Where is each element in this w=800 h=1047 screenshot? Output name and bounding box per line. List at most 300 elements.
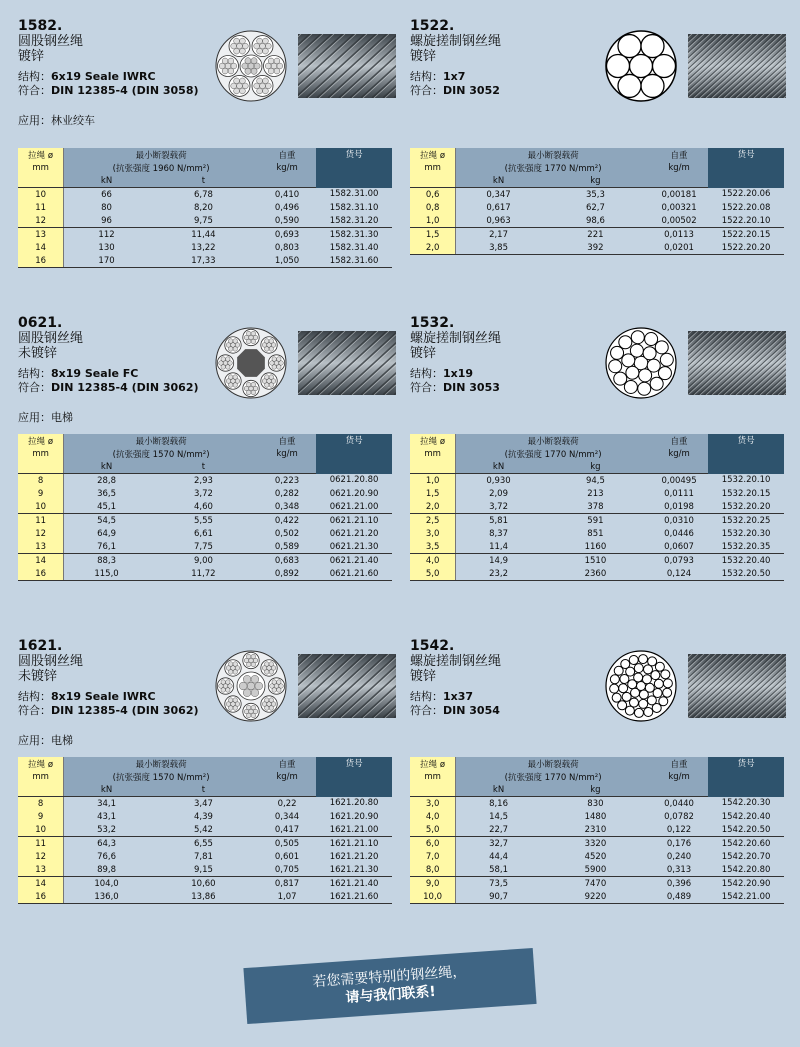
norm-value: DIN 3053 — [443, 381, 500, 394]
header-weight-unit: kg/m — [650, 770, 708, 783]
rope-cross-section-icon — [605, 650, 677, 722]
product-finish: 镀锌 — [18, 49, 45, 64]
structure-label: 结构： — [410, 367, 443, 380]
table-row — [410, 527, 784, 540]
core-wire — [251, 58, 257, 64]
cell-weight: 0,590 — [258, 214, 316, 228]
cell-load-kn: 43,1 — [97, 811, 116, 822]
header-unit-kn: kN — [64, 174, 149, 188]
rope-photo — [298, 34, 396, 98]
wire — [638, 382, 651, 395]
header-mm: mm — [410, 447, 456, 460]
strand-wire — [234, 38, 240, 44]
wire — [661, 670, 670, 679]
strand-wire — [265, 83, 271, 89]
norm-value: DIN 3052 — [443, 84, 500, 97]
cell-weight: 0,122 — [650, 823, 708, 837]
cell-weight: 0,396 — [666, 878, 692, 889]
wire — [658, 367, 671, 380]
cell-load-2: 4520 — [584, 851, 607, 862]
table-row — [18, 877, 392, 891]
header-weight: 自重 — [258, 757, 316, 770]
spec-table — [18, 757, 392, 904]
product-code: 0621. — [18, 315, 63, 331]
strand-wire — [240, 48, 246, 54]
strand-wire — [257, 48, 263, 54]
header-weight-unit: kg/m — [650, 161, 708, 174]
cell-weight: 0,589 — [258, 540, 316, 554]
cell-load-kn: 3,85 — [456, 241, 541, 255]
cell-load-kn: 28,8 — [97, 475, 116, 486]
product-code: 1621. — [18, 638, 63, 654]
cell-load-kn: 64,3 — [97, 838, 116, 849]
strand-wire — [260, 83, 266, 89]
cell-weight: 0,489 — [650, 890, 708, 904]
strand-wire — [269, 706, 274, 711]
table-row — [18, 823, 392, 837]
cell-diameter: 12 — [18, 214, 64, 228]
cell-diameter: 12 — [18, 527, 64, 540]
header-diameter: 拉绳 ø — [410, 757, 456, 770]
table-row — [410, 554, 784, 568]
strand-wire — [263, 48, 269, 54]
core-wire — [247, 682, 255, 690]
cell-load-2: 62,7 — [585, 202, 605, 213]
strand-wire — [264, 698, 269, 703]
rope-cross-section-icon — [215, 30, 287, 102]
core-wire — [251, 675, 259, 683]
wire — [626, 366, 639, 379]
cell-article: 1621.20.80 — [329, 798, 379, 809]
table-row — [18, 514, 392, 528]
wire — [639, 369, 652, 382]
structure-value: 8x19 Seale IWRC — [51, 690, 156, 703]
cell-article: 1542.20.40 — [721, 811, 771, 822]
table-row — [18, 540, 392, 554]
fibre-core — [237, 349, 265, 377]
strand-wire — [268, 68, 274, 74]
wire — [663, 688, 672, 697]
wire — [645, 333, 658, 346]
header-tensile-strength: (抗张强度 1770 N/mm²) — [456, 447, 650, 460]
strand-wire — [264, 375, 269, 380]
cell-load-kn: 22,7 — [456, 823, 541, 837]
rope-cross-section-icon — [215, 650, 287, 722]
cell-weight: 0,410 — [274, 189, 300, 200]
cell-load-2: 11,72 — [149, 567, 258, 581]
structure-value: 1x37 — [443, 690, 474, 703]
header-unit-2: t — [149, 174, 258, 188]
cell-diameter: 16 — [18, 254, 64, 268]
cell-diameter: 12 — [18, 850, 64, 863]
core-wire — [242, 63, 248, 69]
strand-wire — [228, 339, 233, 344]
strand-wire — [240, 38, 246, 44]
table-row — [18, 527, 392, 540]
norm-value: DIN 12385-4 (DIN 3062) — [51, 381, 199, 394]
strand-wire — [233, 339, 238, 344]
header-unit-2: kg — [541, 174, 650, 188]
cell-weight: 0,0111 — [664, 488, 694, 499]
cell-load-kn: 80 — [101, 202, 112, 213]
table-row — [18, 810, 392, 823]
spec-table — [410, 148, 784, 255]
cell-diameter: 0,6 — [410, 188, 456, 202]
product-name: 圆股钢丝绳 — [18, 34, 84, 49]
strand-wire — [237, 83, 243, 89]
product-finish: 未镀锌 — [18, 669, 58, 684]
table-row — [410, 487, 784, 500]
core-wire — [245, 58, 251, 64]
strand-wire — [231, 43, 237, 49]
header-article-no: 货号 — [708, 757, 784, 797]
cell-weight: 0,0446 — [664, 528, 694, 539]
strand-wire — [233, 347, 238, 352]
cell-article: 0621.21.10 — [329, 515, 379, 526]
cell-load-2: 2360 — [541, 567, 650, 581]
table-row — [18, 241, 392, 254]
cell-diameter: 16 — [18, 890, 64, 904]
table-row — [18, 567, 392, 581]
cell-load-2: 1510 — [584, 555, 607, 566]
cell-load-2: 392 — [541, 241, 650, 255]
cell-weight: 0,22 — [277, 798, 297, 809]
product-code: 1582. — [18, 18, 63, 34]
cell-load-kn: 0,963 — [456, 214, 541, 228]
cell-load-kn: 104,0 — [94, 878, 119, 889]
norm-value: DIN 12385-4 (DIN 3062) — [51, 704, 199, 717]
core-wire — [630, 55, 653, 78]
cell-diameter: 10 — [18, 823, 64, 837]
header-breaking-load: 最小断裂载荷 — [64, 148, 258, 161]
core-wire — [243, 689, 251, 697]
cell-weight: 0,240 — [666, 851, 692, 862]
strand-wire — [264, 662, 269, 667]
cell-load-kn: 136,0 — [64, 890, 149, 904]
header-mm: mm — [410, 161, 456, 174]
cell-load-2: 830 — [587, 798, 604, 809]
header-unit-2: t — [149, 460, 258, 474]
cell-article: 1582.31.30 — [329, 229, 379, 240]
table-row — [18, 254, 392, 268]
cell-weight: 0,0310 — [664, 515, 694, 526]
cell-load-kn: 64,9 — [97, 528, 116, 539]
usage-text: 应用：电梯 — [18, 411, 73, 424]
strand-wire — [226, 680, 231, 685]
strand-wire — [277, 63, 283, 69]
wire — [634, 708, 643, 717]
cell-load-kn: 115,0 — [64, 567, 149, 581]
cell-load-2: 9,75 — [149, 214, 258, 228]
rope-photo — [688, 34, 786, 98]
cell-weight: 0,505 — [274, 838, 300, 849]
cell-weight: 1,07 — [258, 890, 316, 904]
wire — [660, 353, 673, 366]
product-name: 螺旋搓制钢丝绳 — [410, 654, 502, 669]
cell-load-kn: 130 — [98, 242, 115, 253]
cell-article: 1522.20.15 — [721, 229, 771, 240]
strand-wire — [228, 375, 233, 380]
header-article-no: 货号 — [708, 434, 784, 474]
cell-load-2: 5,55 — [193, 515, 213, 526]
cell-diameter: 14 — [18, 877, 64, 891]
cell-article: 1532.20.25 — [721, 515, 771, 526]
cell-diameter: 6,0 — [410, 837, 456, 851]
cell-article: 0621.20.90 — [329, 488, 379, 499]
structure-value: 1x7 — [443, 70, 466, 83]
product-code: 1522. — [410, 18, 455, 34]
core-wire — [254, 63, 260, 69]
strand-wire — [257, 38, 263, 44]
strand-wire — [263, 38, 269, 44]
norm-label: 符合： — [410, 381, 443, 394]
header-unit-kn: kN — [64, 460, 149, 474]
wire — [639, 690, 648, 699]
core-wire — [248, 63, 254, 69]
wire — [629, 655, 638, 664]
cell-load-kn: 44,4 — [489, 851, 508, 862]
wire — [612, 693, 621, 702]
cell-article: 1522.20.08 — [721, 202, 771, 213]
rope-photo — [688, 331, 786, 395]
wire — [619, 336, 632, 349]
header-diameter: 拉绳 ø — [410, 148, 456, 161]
table-row — [410, 228, 784, 242]
cell-article: 1542.20.70 — [721, 851, 771, 862]
cell-weight: 0,344 — [274, 811, 300, 822]
strand-wire — [233, 662, 238, 667]
cell-weight: 0,817 — [274, 878, 300, 889]
wire — [631, 331, 644, 344]
cell-diameter: 3,0 — [410, 797, 456, 811]
cell-load-kn: 32,7 — [489, 838, 508, 849]
table-row — [410, 514, 784, 528]
cell-diameter: 2,0 — [410, 500, 456, 514]
cell-diameter: 0,8 — [410, 201, 456, 214]
strand-wire — [257, 88, 263, 94]
spec-table — [18, 434, 392, 581]
rope-cross-section-icon — [605, 327, 677, 399]
table-row — [410, 850, 784, 863]
wire — [663, 679, 672, 688]
cell-load-kn: 73,5 — [489, 878, 508, 889]
table-row — [410, 863, 784, 877]
strand-wire — [251, 654, 256, 659]
product-name: 圆股钢丝绳 — [18, 331, 84, 346]
header-tensile-strength: (抗张强度 1570 N/mm²) — [64, 447, 258, 460]
cell-weight: 0,693 — [274, 229, 300, 240]
cell-weight: 0,0201 — [650, 241, 708, 255]
cell-article: 0621.21.30 — [316, 540, 392, 554]
header-mm: mm — [18, 161, 64, 174]
cell-load-2: 221 — [587, 229, 604, 240]
core-wire — [243, 675, 251, 683]
table-row — [410, 837, 784, 851]
cell-load-kn: 23,2 — [456, 567, 541, 581]
cell-article: 0621.21.00 — [316, 500, 392, 514]
cell-weight: 0,0113 — [664, 229, 694, 240]
product-finish: 镀锌 — [410, 49, 437, 64]
cell-load-2: 3,47 — [193, 798, 213, 809]
strand-wire — [251, 390, 256, 395]
strand-wire — [228, 698, 233, 703]
cell-article: 1582.31.00 — [329, 189, 379, 200]
strand-wire — [237, 43, 243, 49]
cell-weight: 0,683 — [274, 555, 300, 566]
cell-article: 1582.31.20 — [316, 214, 392, 228]
strand-wire — [233, 383, 238, 388]
strand-wire — [254, 43, 260, 49]
cell-load-2: 6,78 — [193, 189, 213, 200]
outer-wire — [607, 55, 630, 78]
strand-wire — [226, 365, 231, 370]
table-row — [18, 863, 392, 877]
wire — [610, 675, 619, 684]
cell-weight: 0,502 — [274, 528, 300, 539]
cell-weight: 0,496 — [274, 202, 300, 213]
cell-article: 1542.20.30 — [721, 798, 771, 809]
cell-load-kn: 5,81 — [489, 515, 508, 526]
strand-wire — [277, 357, 282, 362]
structure-value: 1x19 — [443, 367, 474, 380]
strand-wire — [269, 662, 274, 667]
strand-wire — [260, 43, 266, 49]
cell-article: 1621.21.00 — [316, 823, 392, 837]
core-wire — [255, 682, 263, 690]
strand-wire — [269, 383, 274, 388]
wire — [610, 684, 619, 693]
cell-article: 1522.20.06 — [721, 189, 771, 200]
cell-article: 0621.20.80 — [329, 475, 379, 486]
cell-load-2: 13,86 — [149, 890, 258, 904]
table-row — [410, 567, 784, 581]
cell-weight: 0,176 — [666, 838, 692, 849]
cell-load-kn: 58,1 — [456, 863, 541, 877]
strand-wire — [222, 58, 228, 64]
header-breaking-load: 最小断裂载荷 — [456, 434, 650, 447]
table-row — [18, 487, 392, 500]
strand-wire — [234, 48, 240, 54]
cell-load-kn: 8,16 — [489, 798, 508, 809]
cell-load-2: 1480 — [584, 811, 607, 822]
table-row — [18, 890, 392, 904]
strand-wire — [233, 706, 238, 711]
cell-weight: 0,00502 — [650, 214, 708, 228]
cell-diameter: 1,5 — [410, 487, 456, 500]
header-diameter: 拉绳 ø — [410, 434, 456, 447]
cell-article: 1542.20.60 — [721, 838, 771, 849]
spec-table — [18, 148, 392, 268]
cell-load-2: 378 — [541, 500, 650, 514]
strand-wire — [246, 705, 251, 710]
cell-article: 1532.20.20 — [708, 500, 784, 514]
product-name: 螺旋搓制钢丝绳 — [410, 331, 502, 346]
cell-diameter: 1,5 — [410, 228, 456, 242]
norm-label: 符合： — [410, 704, 443, 717]
header-mm: mm — [18, 447, 64, 460]
banner-line-2: 请与我们联系! — [344, 983, 437, 1007]
cell-load-kn: 8,37 — [489, 528, 508, 539]
core-wire — [251, 68, 257, 74]
cell-diameter: 14 — [18, 241, 64, 254]
strand-wire — [272, 680, 277, 685]
wire — [611, 346, 624, 359]
cell-weight: 0,601 — [274, 851, 300, 862]
norm-label: 符合： — [18, 704, 51, 717]
cell-load-kn: 0,347 — [486, 189, 511, 200]
strand-wire — [265, 43, 271, 49]
strand-wire — [263, 88, 269, 94]
header-weight-unit: kg/m — [650, 447, 708, 460]
wire — [648, 657, 657, 666]
cell-load-2: 3,72 — [193, 488, 213, 499]
cell-load-kn: 14,5 — [489, 811, 508, 822]
strand-wire — [228, 662, 233, 667]
outer-wire — [653, 55, 676, 78]
cell-weight: 0,0782 — [664, 811, 694, 822]
header-breaking-load: 最小断裂载荷 — [64, 757, 258, 770]
header-article-no: 货号 — [316, 434, 392, 474]
header-mm: mm — [410, 770, 456, 783]
cell-article: 1532.20.30 — [721, 528, 771, 539]
strand-wire — [234, 88, 240, 94]
cell-weight: 0,00495 — [661, 475, 697, 486]
cell-diameter: 7,0 — [410, 850, 456, 863]
strand-wire — [269, 375, 274, 380]
cell-weight: 0,705 — [258, 863, 316, 877]
wire — [614, 372, 627, 385]
cell-diameter: 9,0 — [410, 877, 456, 891]
cell-load-kn: 2,17 — [489, 229, 508, 240]
header-weight: 自重 — [650, 757, 708, 770]
strand-wire — [265, 63, 271, 69]
cell-article: 1621.21.30 — [316, 863, 392, 877]
cell-load-2: 1160 — [541, 540, 650, 554]
spec-table — [410, 757, 784, 904]
wire — [622, 692, 631, 701]
header-tensile-strength: (抗张强度 1570 N/mm²) — [64, 770, 258, 783]
wire — [634, 673, 643, 682]
cell-weight: 0,00181 — [661, 189, 697, 200]
cell-diameter: 8,0 — [410, 863, 456, 877]
cell-diameter: 13 — [18, 540, 64, 554]
strand-wire — [277, 688, 282, 693]
norm-value: DIN 12385-4 (DIN 3058) — [51, 84, 199, 97]
product-finish: 镀锌 — [410, 669, 437, 684]
strand-wire — [269, 670, 274, 675]
wire — [642, 675, 651, 684]
cell-article: 1542.21.00 — [708, 890, 784, 904]
strand-wire — [228, 58, 234, 64]
header-breaking-load: 最小断裂载荷 — [456, 757, 650, 770]
strand-wire — [231, 83, 237, 89]
usage-text — [410, 409, 800, 423]
strand-wire — [246, 382, 251, 387]
cell-load-kn: 54,5 — [97, 515, 116, 526]
strand-wire — [222, 68, 228, 74]
table-row — [410, 797, 784, 811]
cell-load-2: 98,6 — [541, 214, 650, 228]
cell-article: 1532.20.10 — [721, 475, 771, 486]
contact-banner — [243, 948, 536, 1024]
strand-wire — [274, 68, 280, 74]
structure-label: 结构： — [410, 70, 443, 83]
strand-wire — [225, 63, 231, 69]
strand-wire — [277, 365, 282, 370]
cell-article: 1582.31.10 — [329, 202, 379, 213]
wire — [618, 701, 627, 710]
cell-article: 1582.31.40 — [329, 242, 379, 253]
